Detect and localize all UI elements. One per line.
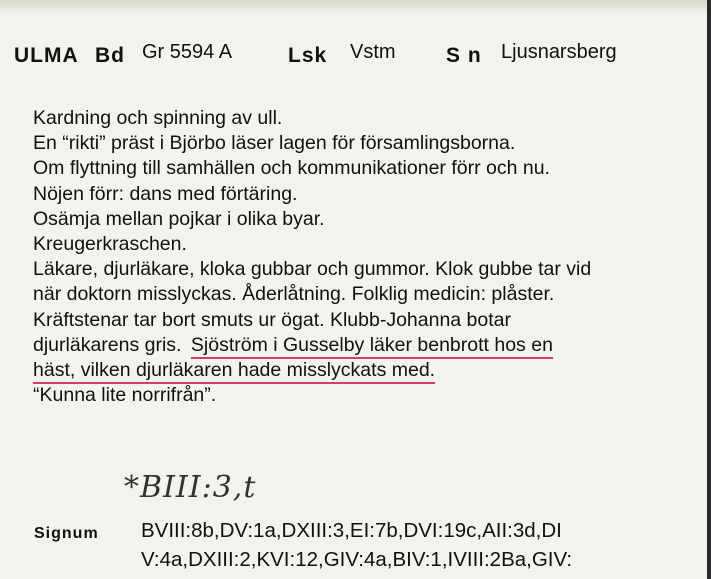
sn-label: S n [446, 44, 482, 67]
content-line: Nöjen förr: dans med förtäring. [33, 182, 298, 205]
bd-label: Bd [95, 44, 125, 67]
archive-label: ULMA [14, 44, 79, 67]
content-line: “Kunna lite norrifrån”. [33, 384, 217, 407]
underlined-text [33, 359, 435, 381]
content-line: Kardning och spinning av ull. [33, 107, 283, 129]
content-line: Om flyttning till samhällen och kommunikationer förr och nu. [33, 157, 550, 180]
content-line: Kreugerkraschen. [33, 232, 187, 255]
underlined-text-part: häst, vilken djurläkaren hade misslyckats med. [33, 358, 436, 381]
content-line: Kräftstenar tar bort smuts ur ögat. Klubb-Johanna botar [33, 308, 512, 331]
signum-line: V:4a,DXIII:2,KVI:12,GIV:4a,BIV:1,IVIII:2Ba,GIV: [141, 548, 573, 571]
content-line-part: djurläkarens gris. [33, 333, 182, 356]
red-underline [33, 382, 435, 384]
card-header [14, 41, 704, 73]
content-line: när doktorn misslyckas. Åderlåtning. Folklig medicin: plåster. [33, 283, 555, 306]
content-line [33, 333, 703, 358]
signum-label: Signum [34, 525, 99, 542]
content-line: Läkare, djurläkare, kloka gubbar och gummor. Klok gubbe tar vid [33, 258, 592, 281]
card-content [33, 106, 703, 408]
underlined-text-part: Sjöström i Gusselby läker benbrott hos en [190, 333, 553, 356]
bd-value: Gr 5594 A [142, 41, 233, 63]
handwritten-annotation: *BIII:3,t [124, 470, 257, 505]
content-line [33, 358, 703, 383]
content-line: En “rikti” präst i Björbo läser lagen för församlingsborna. [33, 132, 516, 155]
lsk-label: Lsk [288, 44, 328, 67]
signum-codes [141, 516, 701, 574]
sn-value: Ljusnarsberg [501, 41, 617, 63]
content-line: Osämja mellan pojkar i olika byar. [33, 207, 325, 230]
scan-border [707, 0, 711, 579]
lsk-value: Vstm [350, 41, 396, 63]
signum-line: BVIII:8b,DV:1a,DXIII:3,EI:7b,DVI:19c,AII:3d,DI [141, 519, 562, 542]
underlined-text [191, 334, 553, 356]
paper-top-edge [0, 0, 711, 14]
